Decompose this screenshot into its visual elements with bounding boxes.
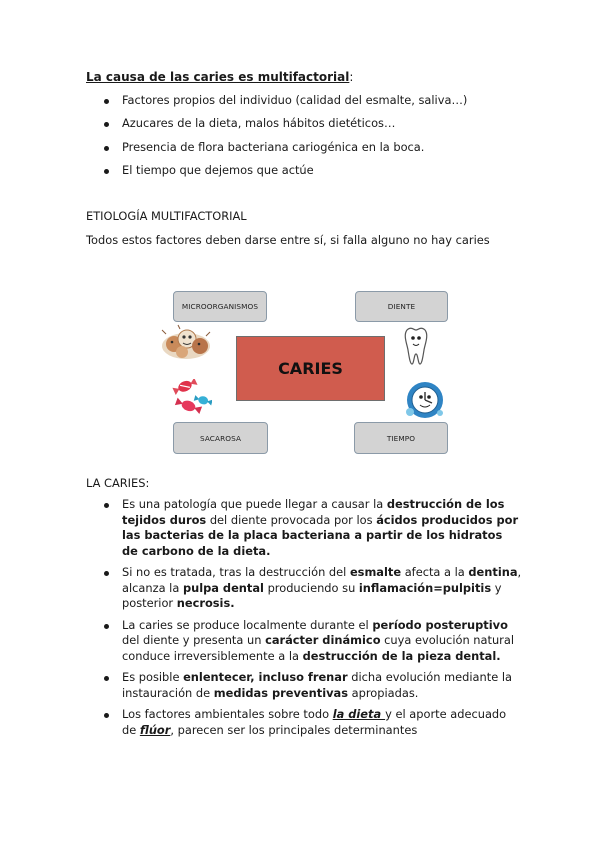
text-run: Si no es tratada, tras la destrucción del [122,565,350,579]
bold-run: ácidos producidos por las bacterias de la placa bacteriana a partir de los hidratos de carbono de la dieta. [122,512,519,558]
tooth-box: DIENTE [355,291,448,322]
list-item [102,565,522,612]
bold-run: inflamación=pulpitis [358,580,492,595]
text-run: Es posible [122,670,184,684]
bold-run: destrucción de los tejidos duros [122,497,505,527]
caries-diagram [150,286,470,460]
text-run: , parecen ser los principales determinantes [170,722,418,737]
list-item [102,707,522,738]
bold-run: carácter dinámico [265,633,381,647]
caries-center-box: CARIES [236,336,385,401]
candy-icon [170,379,212,417]
etiology-text: Todos estos factores deben darse entre sí, si falla alguno no hay caries [86,233,490,247]
bold-run: medidas preventivas [213,685,348,700]
text-run: , alcanza la [122,565,522,595]
list-item: Factores propios del individuo (calidad del esmalte, saliva…) [102,93,542,108]
text-run: afecta a la [401,565,469,579]
list-item: El tiempo que dejemos que actúe [102,163,542,178]
caries-section-title: LA CARIES: [86,476,150,490]
tooth-icon [403,326,429,366]
list-item [102,618,522,665]
etiology-title: ETIOLOGÍA MULTIFACTORIAL [86,209,247,223]
bold-run: pulpa dental [182,580,264,595]
text-run: y posterior [122,580,502,610]
causes-list [102,93,542,186]
text-run: Los factores ambientales sobre todo [122,707,333,721]
list-item [102,497,522,559]
bold-run: período posteruptivo [372,617,508,632]
bold-run: esmalte [349,565,402,579]
section-heading [86,70,353,84]
bold-run: enlentecer, incluso frenar [183,670,348,684]
heading-colon: : [349,70,354,84]
clock-icon [404,380,446,420]
bold-run: destrucción de la pieza dental. [302,648,501,663]
bacteria-icon [160,324,212,362]
text-run: dicha evolución mediante la instauración de [122,670,512,700]
caries-list [102,497,522,738]
text-run: cuya evolución natural conduce irreversiblemente a la [122,633,515,663]
bold-italic-run: flúor [139,722,171,737]
sugar-box: SACAROSA [173,422,268,454]
bold-italic-run: la dieta [332,707,386,721]
text-run: del diente provocada por los [206,512,377,527]
bold-run: dentina [468,565,518,579]
time-box: TIEMPO [354,422,448,454]
bold-run: necrosis. [176,596,235,610]
microorganisms-box: MICROORGANISMOS [173,291,267,322]
text-run: Es una patología que puede llegar a causar la [122,497,387,511]
text-run: y el aporte adecuado de [122,707,507,737]
list-item [102,670,522,701]
text-run: La caries se produce localmente durante el [122,617,373,632]
text-run: produciendo su [263,580,359,595]
list-item: Presencia de flora bacteriana cariogénica en la boca. [102,140,542,155]
list-item: Azucares de la dieta, malos hábitos dietéticos… [102,116,542,131]
text-run: apropiadas. [348,685,419,700]
text-run: del diente y presenta un [122,633,266,647]
heading-text: La causa de las caries es multifactorial [86,70,350,84]
